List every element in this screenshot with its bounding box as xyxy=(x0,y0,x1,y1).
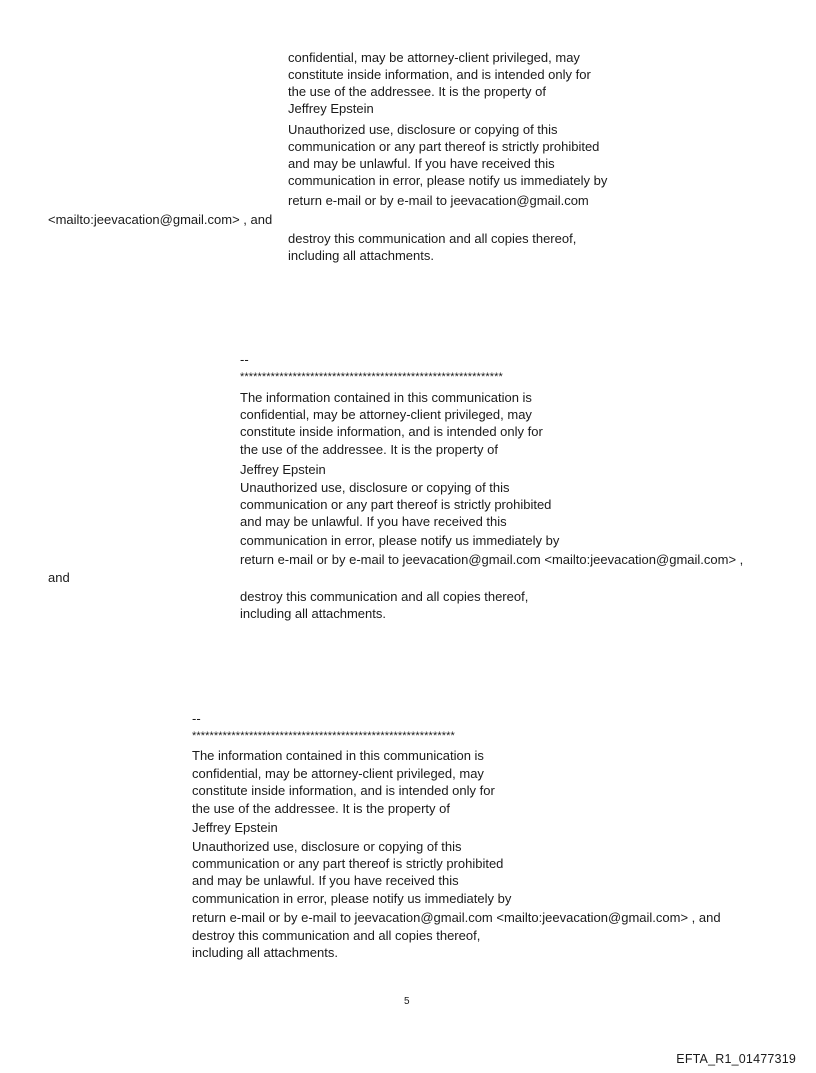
text-line: return e-mail or by e-mail to jeevacation@gmail.com xyxy=(288,193,589,208)
star-divider: ************************************************************ xyxy=(240,371,503,383)
text-line: the use of the addressee. It is the property of xyxy=(240,442,498,457)
star-divider: ************************************************************ xyxy=(192,730,455,742)
text-line: communication or any part thereof is strictly prohibited xyxy=(288,139,600,154)
text-line: destroy this communication and all copies thereof, xyxy=(240,589,529,604)
text-line: including all attachments. xyxy=(288,248,434,263)
text-line: confidential, may be attorney-client privileged, may xyxy=(192,766,484,781)
text-line: The information contained in this communication is xyxy=(240,390,532,405)
text-line: the use of the addressee. It is the property of xyxy=(192,801,450,816)
text-line: The information contained in this communication is xyxy=(192,748,484,763)
text-line: confidential, may be attorney-client privileged, may xyxy=(288,50,580,65)
text-line: constitute inside information, and is intended only for xyxy=(192,783,495,798)
text-line: Unauthorized use, disclosure or copying of this xyxy=(288,122,558,137)
text-line: and may be unlawful. If you have received this xyxy=(240,514,507,529)
page-number: 5 xyxy=(404,996,410,1007)
text-line: communication in error, please notify us immediately by xyxy=(192,891,512,906)
text-line: communication in error, please notify us immediately by xyxy=(240,533,560,548)
text-line: the use of the addressee. It is the property of xyxy=(288,84,546,99)
wrapped-line: <mailto:jeevacation@gmail.com> , and xyxy=(48,212,273,227)
text-line: communication or any part thereof is strictly prohibited xyxy=(192,856,504,871)
bates-id: EFTA_R1_01477319 xyxy=(676,1052,796,1066)
text-line: destroy this communication and all copies thereof, xyxy=(192,928,481,943)
text-line: and may be unlawful. If you have received this xyxy=(288,156,555,171)
text-line: Unauthorized use, disclosure or copying of this xyxy=(192,839,462,854)
text-line: including all attachments. xyxy=(240,606,386,621)
signature-dashes: -- xyxy=(240,352,249,367)
text-line: constitute inside information, and is intended only for xyxy=(288,67,591,82)
text-line: return e-mail or by e-mail to jeevacation@gmail.com <mailto:jeevacation@gmail.com> , xyxy=(240,552,744,567)
text-line: Jeffrey Epstein xyxy=(288,101,374,116)
text-line: Unauthorized use, disclosure or copying of this xyxy=(240,480,510,495)
text-line: return e-mail or by e-mail to jeevacation@gmail.com <mailto:jeevacation@gmail.com> , and xyxy=(192,910,721,925)
text-line: confidential, may be attorney-client privileged, may xyxy=(240,407,532,422)
text-line: constitute inside information, and is intended only for xyxy=(240,424,543,439)
wrapped-line: and xyxy=(48,570,70,585)
text-line: and may be unlawful. If you have received this xyxy=(192,873,459,888)
text-line: destroy this communication and all copies thereof, xyxy=(288,231,577,246)
text-line: Jeffrey Epstein xyxy=(240,462,326,477)
text-line: communication in error, please notify us immediately by xyxy=(288,173,608,188)
text-line: communication or any part thereof is strictly prohibited xyxy=(240,497,552,512)
text-line: Jeffrey Epstein xyxy=(192,820,278,835)
text-line: including all attachments. xyxy=(192,945,338,960)
signature-dashes: -- xyxy=(192,711,201,726)
